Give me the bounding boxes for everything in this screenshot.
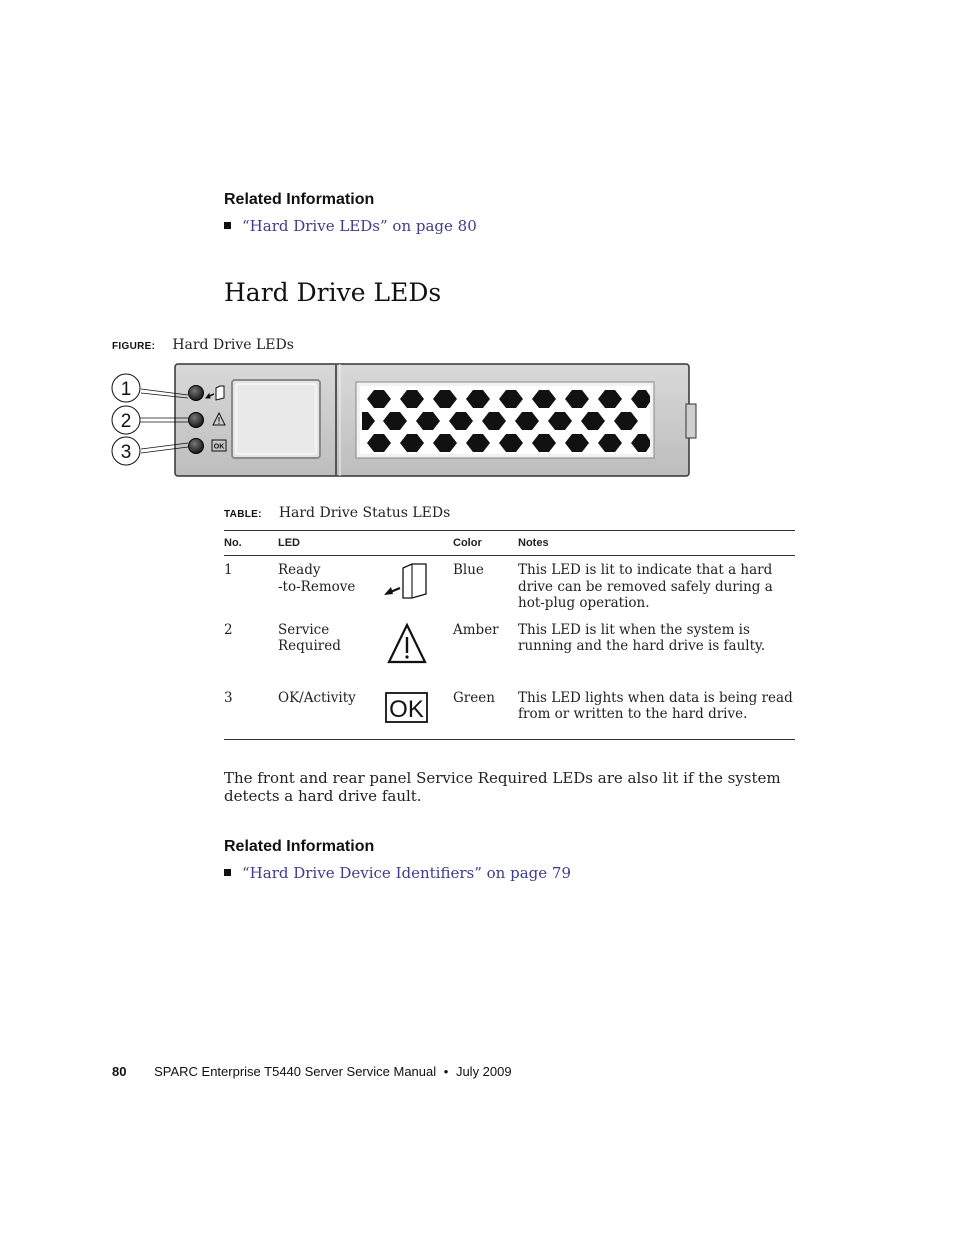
row-led	[278, 556, 382, 618]
led-name-line2: Required	[278, 638, 341, 654]
row-icon-cell	[382, 556, 453, 618]
row-notes: This LED is lit to indicate that a hard drive can be removed safely during a hot-plug operation.	[518, 562, 773, 611]
table-header-row	[224, 531, 795, 556]
body-paragraph: The front and rear panel Service Required LEDs are also lit if the system detects a hard drive fault.	[224, 769, 781, 805]
related-info-heading: Related Information	[224, 838, 375, 855]
row-color: Green	[453, 686, 518, 740]
table-caption	[224, 502, 450, 521]
vent-grill	[356, 382, 654, 458]
row-led	[278, 686, 382, 740]
ready-to-remove-icon	[382, 562, 432, 602]
hard-drive-illustration	[108, 360, 700, 482]
callout-3-number: 3	[120, 442, 132, 463]
row-no: 3	[224, 686, 278, 740]
row-color: Blue	[453, 562, 484, 578]
figure-caption	[112, 334, 294, 353]
related-info-heading: Related Information	[224, 191, 375, 208]
table-row	[224, 618, 795, 686]
link-hard-drive-device-identifiers[interactable]: “Hard Drive Device Identifiers” on page 79	[242, 864, 571, 882]
header-no: No.	[224, 531, 278, 556]
led-ready-to-remove	[189, 386, 204, 401]
footer-separator: •	[443, 1064, 449, 1079]
table-row	[224, 556, 795, 618]
led-service-required	[189, 413, 204, 428]
callout-1-number: 1	[120, 379, 132, 400]
led-ok-activity	[189, 439, 204, 454]
row-no: 2	[224, 621, 233, 638]
related-link-item	[224, 864, 571, 882]
page-title: Hard Drive LEDs	[224, 278, 442, 307]
header-led: LED	[278, 531, 453, 556]
row-notes: This LED lights when data is being read from or written to the hard drive.	[518, 686, 795, 740]
led-name-line2: -to-Remove	[278, 578, 356, 595]
table-row	[224, 686, 795, 740]
ok-icon-text: OK	[389, 695, 424, 723]
row-icon-cell	[382, 686, 453, 740]
ok-icon	[382, 690, 432, 730]
small-ok-text: OK	[213, 443, 225, 451]
footer-date: July 2009	[455, 1064, 512, 1079]
table-caption-text: Hard Drive Status LEDs	[278, 505, 451, 521]
row-icon-cell	[382, 618, 453, 686]
figure-caption-text: Hard Drive LEDs	[172, 337, 294, 353]
row-led	[278, 618, 382, 686]
header-notes: Notes	[518, 531, 795, 556]
row-notes: This LED is lit when the system is running and the hard drive is faulty.	[518, 621, 766, 654]
callout-2-number: 2	[120, 411, 132, 432]
table-label: TABLE:	[224, 509, 262, 520]
led-status-table	[224, 530, 795, 740]
related-link-item	[224, 217, 477, 235]
link-hard-drive-leds[interactable]: “Hard Drive LEDs” on page 80	[242, 217, 477, 235]
led-name-line1: OK/Activity	[278, 689, 356, 706]
page-footer	[112, 1064, 512, 1079]
page-number: 80	[112, 1064, 127, 1079]
figure-label: FIGURE:	[112, 341, 156, 352]
warning-triangle-icon	[382, 622, 432, 666]
row-no: 1	[224, 562, 233, 578]
manual-title: SPARC Enterprise T5440 Server Service Manual	[154, 1064, 437, 1079]
bullet-icon	[224, 869, 231, 876]
header-color: Color	[453, 531, 518, 556]
led-name-line1: Ready	[278, 562, 321, 578]
bullet-icon	[224, 222, 231, 229]
led-name-line1: Service	[278, 621, 330, 638]
row-color: Amber	[453, 621, 499, 638]
